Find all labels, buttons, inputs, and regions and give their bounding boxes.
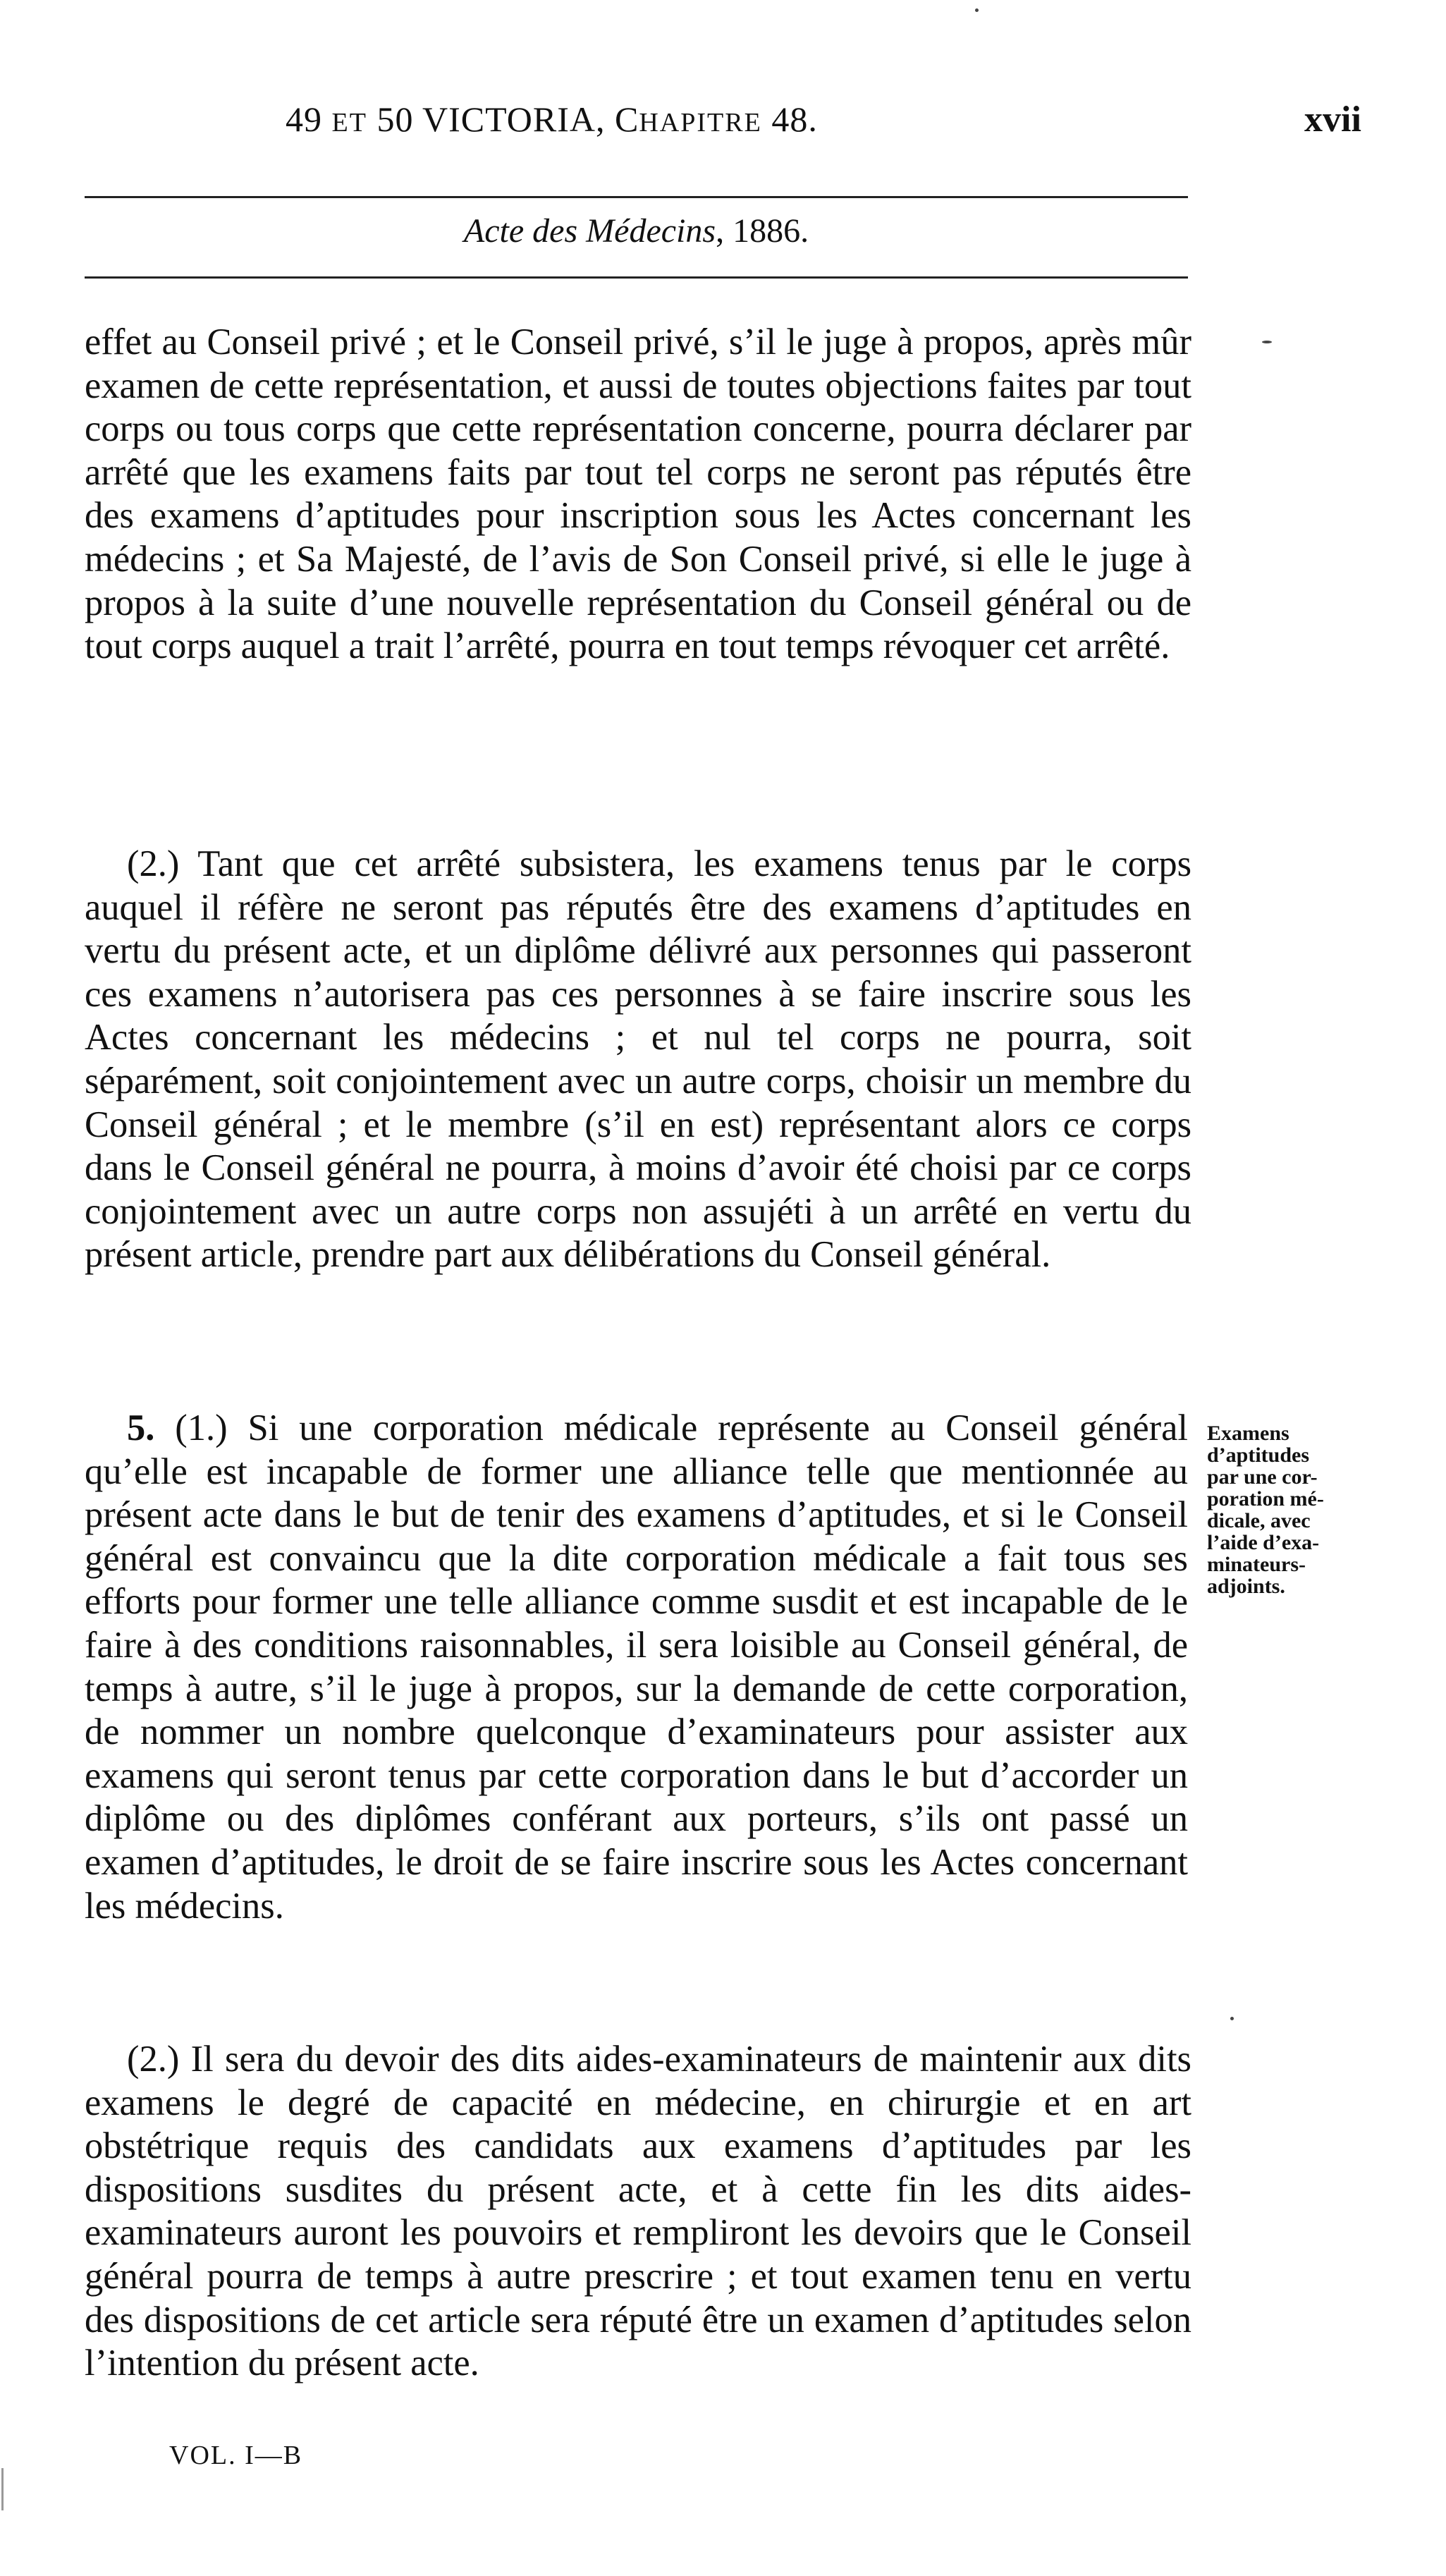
- header-rule-bottom: [85, 276, 1188, 279]
- header-rule-top: [85, 196, 1188, 198]
- header-text: 49: [286, 99, 332, 139]
- paragraph-text: (1.) Si une corporation médicale représente au Conseil général qu’elle est incapable de former une alliance telle que mentionnée au présent acte dans le but de tenir des examens d’aptitudes, et si le Conseil général est convaincu que la dite corporation médicale a fait tous ses efforts pour former une telle alliance comme susdit et est incapable de le faire à des conditions raisonnables, il sera loisible au Conseil général, de temps à autre, s’il le juge à propos, sur la demande de cette corporation, de nommer un nombre quelconque d’examinateurs pour assister aux examens qui seront tenus par cette corporation dans le but d’accorder un diplôme ou des diplômes conférant aux porteurs, s’ils ont passé un examen d’aptitudes, le droit de se faire inscrire sous les Actes concernant les médecins.: [85, 1408, 1188, 1927]
- header-text: HAPITRE: [639, 108, 762, 138]
- paragraph-text: (2.) Tant que cet arrêté subsistera, les examens tenus par le corps auquel il réfère ne seront pas réputés être des examens d’aptitudes en vertu du présent acte, et un diplôme délivré aux personnes qui passeront ces examens n’autorisera pas ces personnes à se faire inscrire sous les Actes concernant les médecins ; et nul tel corps ne pourra, soit séparément, soit conjointement avec un autre corps, choisir un membre du Conseil général ; et le membre (s’il en est) représentant alors ce corps dans le Conseil général ne pourra, à moins d’avoir été choisi par ce corps conjointement avec un autre corps non assujéti à un arrêté en vertu du présent article, prendre part aux délibérations du Conseil général.: [85, 843, 1191, 1276]
- paragraph-text: (2.) Il sera du devoir des dits aides-examinateurs de maintenir aux dits examens le degré de capacité en médecine, en chirurgie et en art obstétrique requis des candidats aux examens d’aptitudes par les dispositions susdites du présent acte, et à cette fin les dits aides-examinateurs auront les pouvoirs et rempliront les devoirs que le Conseil général pourra de temps à autre prescrire ; et tout examen tenu en vertu des dispositions de cet article sera réputé être un examen d’aptitudes selon l’intention du présent acte.: [85, 2039, 1191, 2384]
- paragraph-continuation: [85, 321, 1191, 669]
- act-title: Acte des Médecins: [463, 212, 716, 250]
- paragraph-section-5-subsection-2: [85, 2038, 1191, 2386]
- section-5: [85, 1407, 1188, 1928]
- margin-note-line: d’aptitudes: [1207, 1443, 1310, 1467]
- paragraph-subsection-2: [85, 843, 1191, 1277]
- paragraph-text: effet au Conseil privé ; et le Conseil privé, s’il le juge à propos, après mûr examen de cette représentation, et aussi de toutes objections faites par tout corps ou tous corps que cette représentation concerne, pourra déclarer par arrêté que les examens faits par tout tel corps ne seront pas réputés être des examens d’aptitudes pour inscription sous les Actes concernant les médecins ; et Sa Majesté, de l’avis de Son Conseil privé, si elle le juge à propos à la suite d’une nouvelle représentation du Conseil général ou de tout corps auquel a trait l’arrêté, pourra en tout temps révoquer cet arrêté.: [85, 322, 1191, 667]
- margin-note-line: adjoints.: [1207, 1575, 1285, 1598]
- section-number: 5.: [127, 1408, 155, 1448]
- running-header: [286, 99, 818, 140]
- margin-note-line: dicale, avec: [1207, 1509, 1311, 1532]
- margin-note-line: poration mé-: [1207, 1487, 1324, 1510]
- page-number: xvii: [1304, 99, 1361, 140]
- scan-edge-mark: [1, 2468, 4, 2510]
- margin-note: [1207, 1422, 1383, 1597]
- scan-speck: [975, 8, 979, 12]
- header-text: 50 VICTORIA, C: [367, 99, 639, 139]
- act-year: , 1886.: [716, 212, 809, 250]
- header-text: ET: [331, 108, 367, 138]
- margin-note-line: par une cor-: [1207, 1465, 1318, 1489]
- scan-speck: [1230, 2017, 1234, 2020]
- margin-note-line: Examens: [1207, 1422, 1289, 1445]
- scan-speck: [1262, 341, 1272, 343]
- act-subtitle: [85, 212, 1188, 250]
- header-text: 48.: [761, 99, 818, 139]
- margin-note-line: l’aide d’exa-: [1207, 1531, 1320, 1554]
- margin-note-line: minateurs-: [1207, 1553, 1306, 1576]
- signature-mark: VOL. I—B: [169, 2441, 303, 2470]
